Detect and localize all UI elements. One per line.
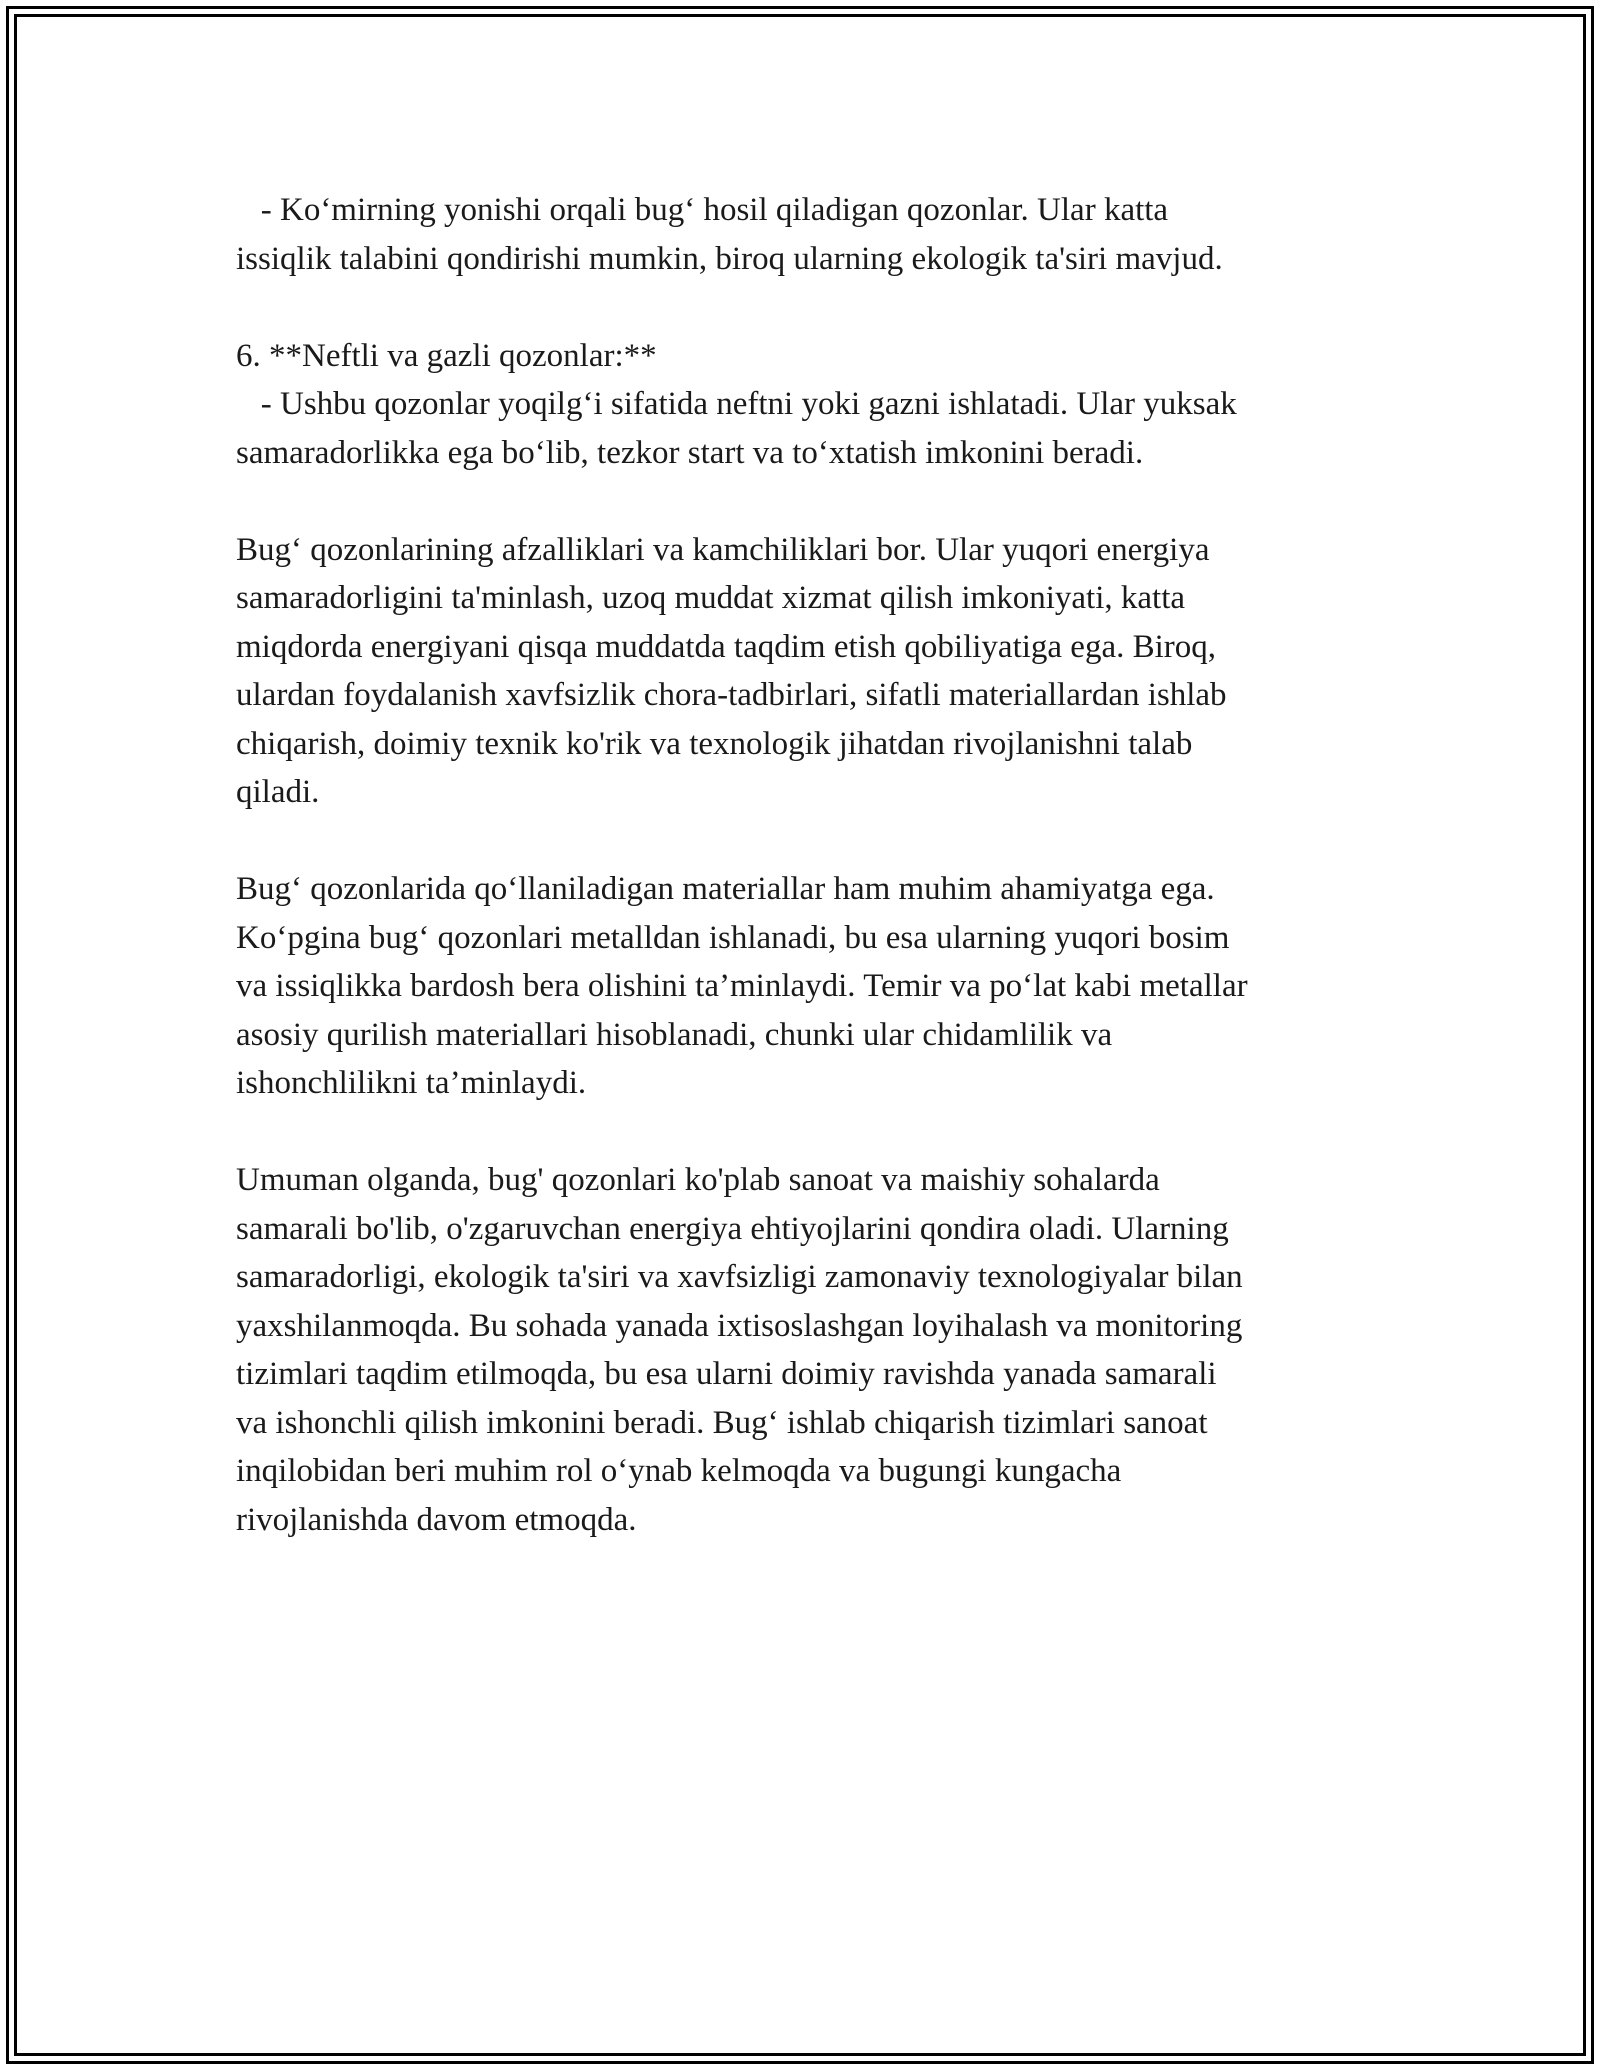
text-line: qiladi.: [236, 774, 320, 810]
text-line: miqdorda energiyani qisqa muddatda taqdim etish qobiliyatiga ega. Biroq,: [236, 628, 1217, 665]
text-line: samaradorligini ta'minlash, uzoq muddat xizmat qilish imkoniyati, katta: [236, 580, 1186, 616]
text-line: chiqarish, doimiy texnik ko'rik va texnologik jihatdan rivojlanishni talab: [236, 725, 1193, 762]
text-line: tizimlari taqdim etilmoqda, bu esa ularni doimiy ravishda yanada samarali: [236, 1356, 1217, 1392]
text-line: Ko‘pgina bug‘ qozonlari metalldan ishlanadi, bu esa ularning yuqori bosim: [236, 919, 1230, 956]
text-line: Umuman olganda, bug' qozonlari ko'plab sanoat va maishiy sohalarda: [236, 1162, 1160, 1198]
text-line: ishonchlilikni ta’minlaydi.: [236, 1065, 587, 1101]
text-line: Bug‘ qozonlarida qo‘llaniladigan materiallar ham muhim ahamiyatga ega.: [236, 871, 1215, 907]
text-line: va ishonchli qilish imkonini beradi. Bug‘ ishlab chiqarish tizimlari sanoat: [236, 1404, 1208, 1441]
paragraph-spacer: [236, 817, 1386, 866]
paragraph-conclusion: [236, 1156, 1386, 1544]
paragraph-spacer: [236, 1108, 1386, 1157]
paragraph-materials: [236, 865, 1386, 1108]
text-line: inqilobidan beri muhim rol o‘ynab kelmoqda va bugungi kungacha: [236, 1453, 1122, 1489]
text-line: issiqlik talabini qondirishi mumkin, biroq ularning ekologik ta'siri mavjud.: [236, 240, 1223, 277]
text-line: ulardan foydalanish xavfsizlik chora-tadbirlari, sifatli materiallardan ishlab: [236, 677, 1227, 713]
text-line: - Ushbu qozonlar yoqilg‘i sifatida neftni yoki gazni ishlatadi. Ular yuksak: [236, 386, 1237, 422]
text-line: yaxshilanmoqda. Bu sohada yanada ixtisoslashgan loyihalash va monitoring: [236, 1307, 1243, 1344]
paragraph-coal-boilers: [236, 186, 1386, 283]
text-line: asosiy qurilish materiallari hisoblanadi, chunki ular chidamlilik va: [236, 1016, 1113, 1053]
document-body: [236, 186, 1386, 1544]
text-line: Bug‘ qozonlarining afzalliklari va kamchiliklari bor. Ular yuqori energiya: [236, 531, 1210, 568]
list-item-heading: 6. **Neftli va gazli qozonlar:**: [236, 337, 657, 374]
paragraph-spacer: [236, 283, 1386, 332]
text-line: va issiqlikka bardosh bera olishini ta’minlaydi. Temir va po‘lat kabi metallar: [236, 968, 1248, 1004]
paragraph-spacer: [236, 477, 1386, 526]
text-line: samaradorligi, ekologik ta'siri va xavfsizligi zamonaviy texnologiyalar bilan: [236, 1259, 1243, 1295]
text-line: rivojlanishda davom etmoqda.: [236, 1501, 637, 1538]
paragraph-advantages: [236, 526, 1386, 817]
text-line: - Ko‘mirning yonishi orqali bug‘ hosil qiladigan qozonlar. Ular katta: [236, 192, 1169, 228]
list-item-oil-gas-boilers: [236, 332, 1386, 478]
text-line: samaradorlikka ega bo‘lib, tezkor start va to‘xtatish imkonini beradi.: [236, 434, 1144, 471]
text-line: samarali bo'lib, o'zgaruvchan energiya ehtiyojlarini qondira oladi. Ularning: [236, 1210, 1229, 1247]
